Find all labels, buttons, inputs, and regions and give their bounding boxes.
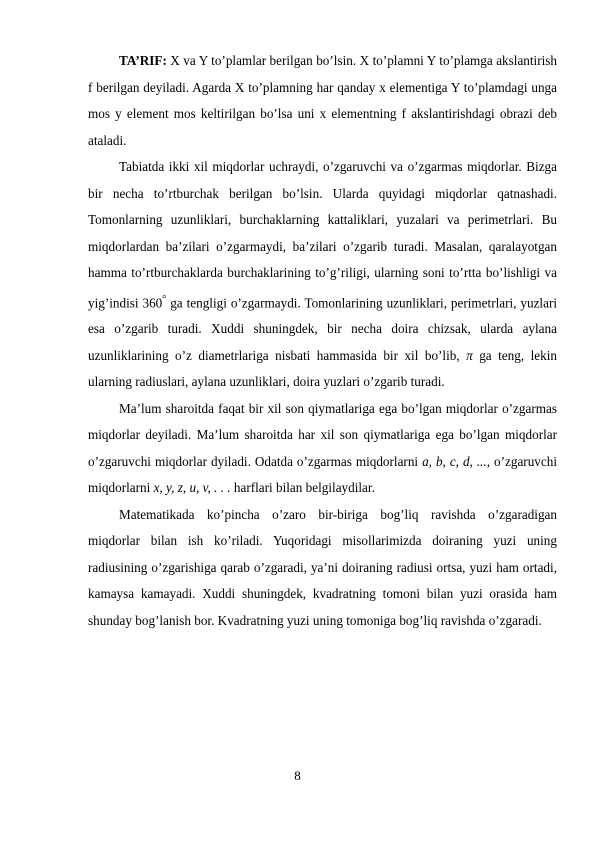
paragraph-quantities-text-a: Tabiatda ikki xil miqdorlar uchraydi, o’zgaruvchi va o’zgarmas miqdorlar. Bizga bir necha to’rtburchak berilgan bo’lsin. Ularda quyidagi miqdorlar qatnashadi. Tomonlarning uzunliklari, burchaklarning kattaliklari, yuzalari va perimetrlari. Bu miqdorlardan ba’zilari o’zgarmaydi, ba’zilari o’zgarib turadi. Masalan, qaralayotgan hamma to’rtburchaklarda burchaklarining to’g’riligi, ularning soni to’rtta bo’lishligi va yig’indisi 360 [88,159,557,310]
paragraph-constants-text-a: Ma’lum sharoitda faqat bir xil son qiymatlariga ega bo’lgan miqdorlar o’zgarmas miqdorlar deyiladi. Ma’lum sharoitda har xil son qiymatlariga ega bo’lgan miqdorlar o’zgaruvchi miqdorlar dyiladi. Odatda o’zgarmas miqdorlarni [88,400,557,469]
paragraph-quantities [88,154,557,396]
definition-label: TA’RIF: [119,53,167,68]
paragraph-dependence [88,502,557,635]
paragraph-constants-text-c: harflari bilan belgilaydilar. [230,480,375,496]
constant-letters: a, b, c, d, ..., [422,453,491,469]
paragraph-dependence-text: Matematikada ko’pincha o’zaro bir-biriga bog’liq ravishda o’zgaradigan miqdorlar bilan ish ko’riladi. Yuqoridagi misollarimizda doiraning yuzi uning radiusining o’zgarishiga qarab o’zgaradi, ya’ni doiraning radiusi ortsa, yuzi ham ortadi, kamaysa kamayadi. Xuddi shuningdek, kvadratning tomoni bilan yuzi orasida ham shunday bog’lanish bor. Kvadratning yuzi uning tomoniga bog’liq ravishda o’zgaradi. [88,506,557,628]
paragraph-quantities-text-b: ga tengligi o’zgarmaydi. Tomonlarining uzunliklari, perimetrlari, yuzlari esa o’zgarib turadi. Xuddi shuningdek, bir necha doira chizsak, ularda aylana uzunliklarining o’z diametrlariga nisbati hammasida bir xil bo’lib, [88,294,558,363]
paragraph-constants [88,396,557,502]
definition-text: X va Y to’plamlar berilgan bo’lsin. X to’plamni Y to’plamga akslantirish f berilgan deyiladi. Agarda X to’plamning har qanday x elementiga Y to’plamdagi unga mos y element mos keltirilgan bo’lsa uni x elementning f akslantirishdagi obrazi deb ataladi. [88,53,557,148]
definition-paragraph [88,48,557,154]
paragraph-constants-text-b: o’zgaruvchi miqdorlarni [88,453,557,496]
page-number: 8 [294,768,301,783]
variable-letters: x, y, z, u, v, . . . [153,480,231,496]
document-body [88,48,557,634]
degree-symbol: ° [162,293,167,305]
pi-symbol: π [466,347,473,363]
paragraph-quantities-text-c: ga teng, lekin ularning radiuslari, aylana uzunliklari, doira yuzlari o’zgarib turadi. [88,347,557,390]
